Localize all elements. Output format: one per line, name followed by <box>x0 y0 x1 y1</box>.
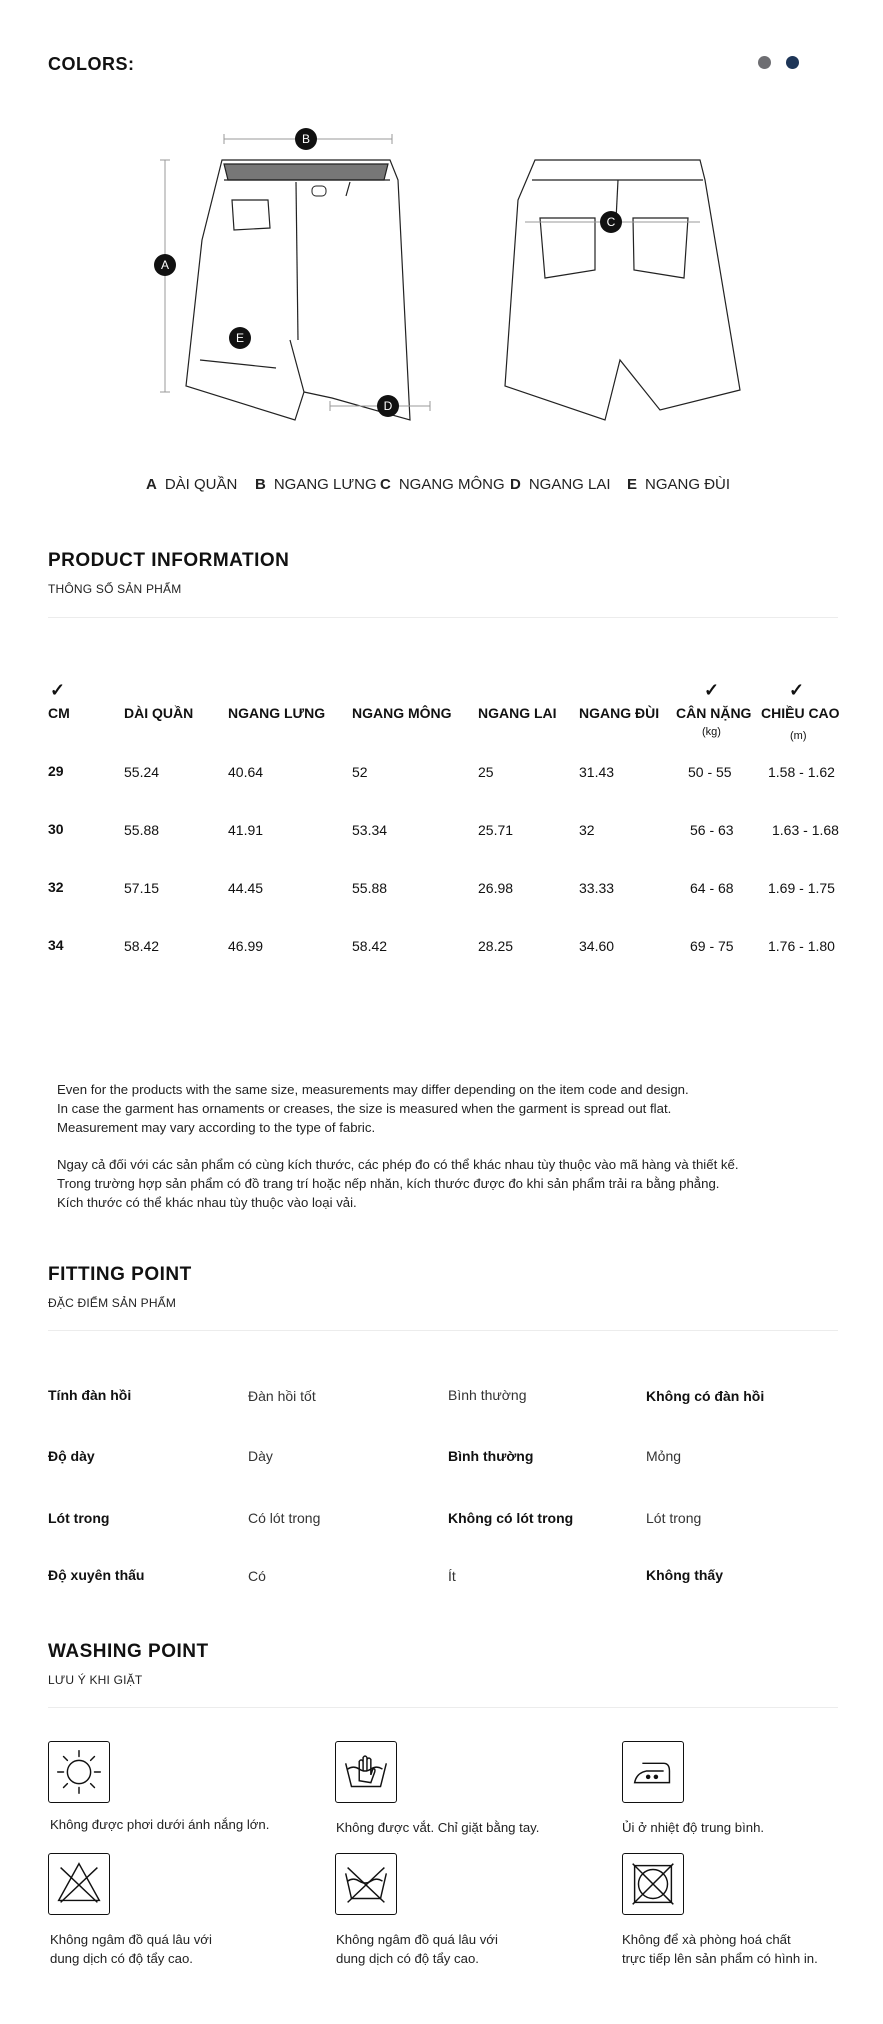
fit-option: Lót trong <box>646 1510 702 1526</box>
diagram-marker-b: B <box>301 132 311 146</box>
fitting-title: FITTING POINT <box>48 1264 192 1285</box>
note-en: Even for the products with the same size, measurements may differ depending on the item code and design. In case the garment has ornaments or creases, the size is measured when the garment is spread out flat. Measurement may vary according to the type of fabric. <box>57 1082 689 1135</box>
fit-label-lining: Lót trong <box>48 1510 110 1526</box>
no-bleach-icon <box>48 1853 110 1915</box>
unit-height: (m) <box>790 730 807 742</box>
diagram-marker-e: E <box>235 331 245 345</box>
table-cell: 34.60 <box>579 938 615 954</box>
table-cell: 56 - 63 <box>690 822 734 838</box>
table-cell: 1.58 - 1.62 <box>768 764 835 780</box>
hand-wash-icon <box>335 1741 397 1803</box>
table-cell: 55.88 <box>124 822 160 838</box>
table-cell: 1.69 - 1.75 <box>768 880 835 896</box>
table-cell: 41.91 <box>228 822 264 838</box>
col-header-hip: NGANG MÔNG <box>352 705 452 721</box>
fit-label-thickness: Độ dày <box>48 1448 95 1464</box>
col-header-weight: CÂN NẶNG <box>676 705 752 721</box>
washing-note: Không được phơi dưới ánh nắng lớn. <box>50 1817 270 1832</box>
col-header-length: DÀI QUẦN <box>124 705 194 721</box>
table-cell: 55.24 <box>124 764 160 780</box>
col-header-hem: NGANG LAI <box>478 705 557 721</box>
color-swatch-navy[interactable] <box>786 56 799 69</box>
col-header-thigh: NGANG ĐÙI <box>579 705 660 721</box>
washing-note: Không ngâm đồ quá lâu với dung dịch có độ tẩy cao. <box>336 1932 498 1966</box>
table-cell: 44.45 <box>228 880 264 896</box>
fit-option: Dày <box>248 1448 273 1464</box>
diagram-marker-c: C <box>606 215 616 229</box>
fitting-subtitle: ĐẶC ĐIỂM SẢN PHẨM <box>48 1296 177 1310</box>
fit-label-elasticity: Tính đàn hồi <box>48 1387 132 1403</box>
fit-option: Bình thường <box>448 1387 527 1403</box>
table-cell: 57.15 <box>124 880 160 896</box>
diagram-marker-a: A <box>160 258 170 272</box>
fit-option: Có <box>248 1568 266 1584</box>
colors-label: COLORS: <box>48 54 135 74</box>
table-cell: 64 - 68 <box>690 880 734 896</box>
table-cell: 1.63 - 1.68 <box>772 822 839 838</box>
fit-option: Mỏng <box>646 1448 682 1464</box>
table-cell: 34 <box>48 937 64 953</box>
fit-option: Đàn hồi tốt <box>248 1388 316 1404</box>
divider <box>48 1707 838 1708</box>
table-cell: 32 <box>48 879 64 895</box>
table-cell: 1.76 - 1.80 <box>768 938 835 954</box>
legend-b: B NGANG LƯNG <box>255 476 377 493</box>
col-header-waist: NGANG LƯNG <box>228 705 326 721</box>
table-cell: 58.42 <box>352 938 388 954</box>
table-cell: 53.34 <box>352 822 388 838</box>
divider <box>48 1330 838 1331</box>
color-swatch-gray[interactable] <box>758 56 771 69</box>
fit-label-transparency: Độ xuyên thấu <box>48 1567 145 1583</box>
washing-subtitle: LƯU Ý KHI GIẶT <box>48 1673 143 1687</box>
no-sun-dry-icon <box>48 1741 110 1803</box>
legend-a: A DÀI QUẦN <box>146 476 238 493</box>
table-cell: 40.64 <box>228 764 264 780</box>
table-cell: 26.98 <box>478 880 514 896</box>
table-cell: 58.42 <box>124 938 160 954</box>
washing-note: Ủi ở nhiệt độ trung bình. <box>622 1820 765 1835</box>
unit-weight: (kg) <box>702 726 721 738</box>
fit-option-selected: Bình thường <box>448 1448 534 1464</box>
legend-c: C NGANG MÔNG <box>380 476 505 493</box>
washing-title: WASHING POINT <box>48 1641 209 1662</box>
divider <box>48 617 838 618</box>
fit-option: Có lót trong <box>248 1510 321 1526</box>
table-cell: 46.99 <box>228 938 264 954</box>
product-info-subtitle: THÔNG SỐ SẢN PHẨM <box>48 582 182 596</box>
check-icon: ✓ <box>789 680 805 700</box>
table-cell: 50 - 55 <box>688 764 732 780</box>
fit-option: Ít <box>448 1568 456 1584</box>
no-tumble-dry-icon <box>622 1853 684 1915</box>
no-soak-icon <box>335 1853 397 1915</box>
table-cell: 32 <box>579 822 595 838</box>
table-cell: 52 <box>352 764 368 780</box>
legend-d: D NGANG LAI <box>510 476 611 493</box>
table-cell: 69 - 75 <box>690 938 734 954</box>
table-cell: 31.43 <box>579 764 615 780</box>
table-cell: 29 <box>48 763 64 779</box>
washing-note: Không để xà phòng hoá chất trực tiếp lên sản phẩm có hình in. <box>622 1932 818 1966</box>
note-vi: Ngay cả đối với các sản phẩm có cùng kích thước, các phép đo có thể khác nhau tùy thuộc vào mã hàng và thiết kế. Trong trường hợp sản phẩm có đồ trang trí hoặc nếp nhăn, kích thước được đo khi sản phẩm trải ra bằng phẳng. Kích thước có thể khác nhau tùy thuộc vào loại vải. <box>57 1157 739 1210</box>
table-cell: 55.88 <box>352 880 388 896</box>
diagram-marker-d: D <box>383 399 393 413</box>
check-icon: ✓ <box>704 680 720 700</box>
col-header-size: CM <box>48 705 70 721</box>
product-info-title: PRODUCT INFORMATION <box>48 550 290 571</box>
table-cell: 28.25 <box>478 938 514 954</box>
legend-e: E NGANG ĐÙI <box>627 476 731 493</box>
fit-option-selected: Không có lót trong <box>448 1510 574 1526</box>
washing-note: Không được vắt. Chỉ giặt bằng tay. <box>336 1820 540 1835</box>
fit-option-selected: Không có đàn hồi <box>646 1388 765 1404</box>
check-icon: ✓ <box>50 680 66 700</box>
table-cell: 30 <box>48 821 64 837</box>
fit-option-selected: Không thấy <box>646 1567 723 1583</box>
shorts-measurement-diagram <box>140 120 760 430</box>
washing-note: Không ngâm đồ quá lâu với dung dịch có độ tẩy cao. <box>50 1932 212 1966</box>
col-header-height: CHIỀU CAO <box>761 705 840 721</box>
table-cell: 25 <box>478 764 494 780</box>
table-cell: 25.71 <box>478 822 514 838</box>
iron-medium-icon <box>622 1741 684 1803</box>
table-cell: 33.33 <box>579 880 615 896</box>
